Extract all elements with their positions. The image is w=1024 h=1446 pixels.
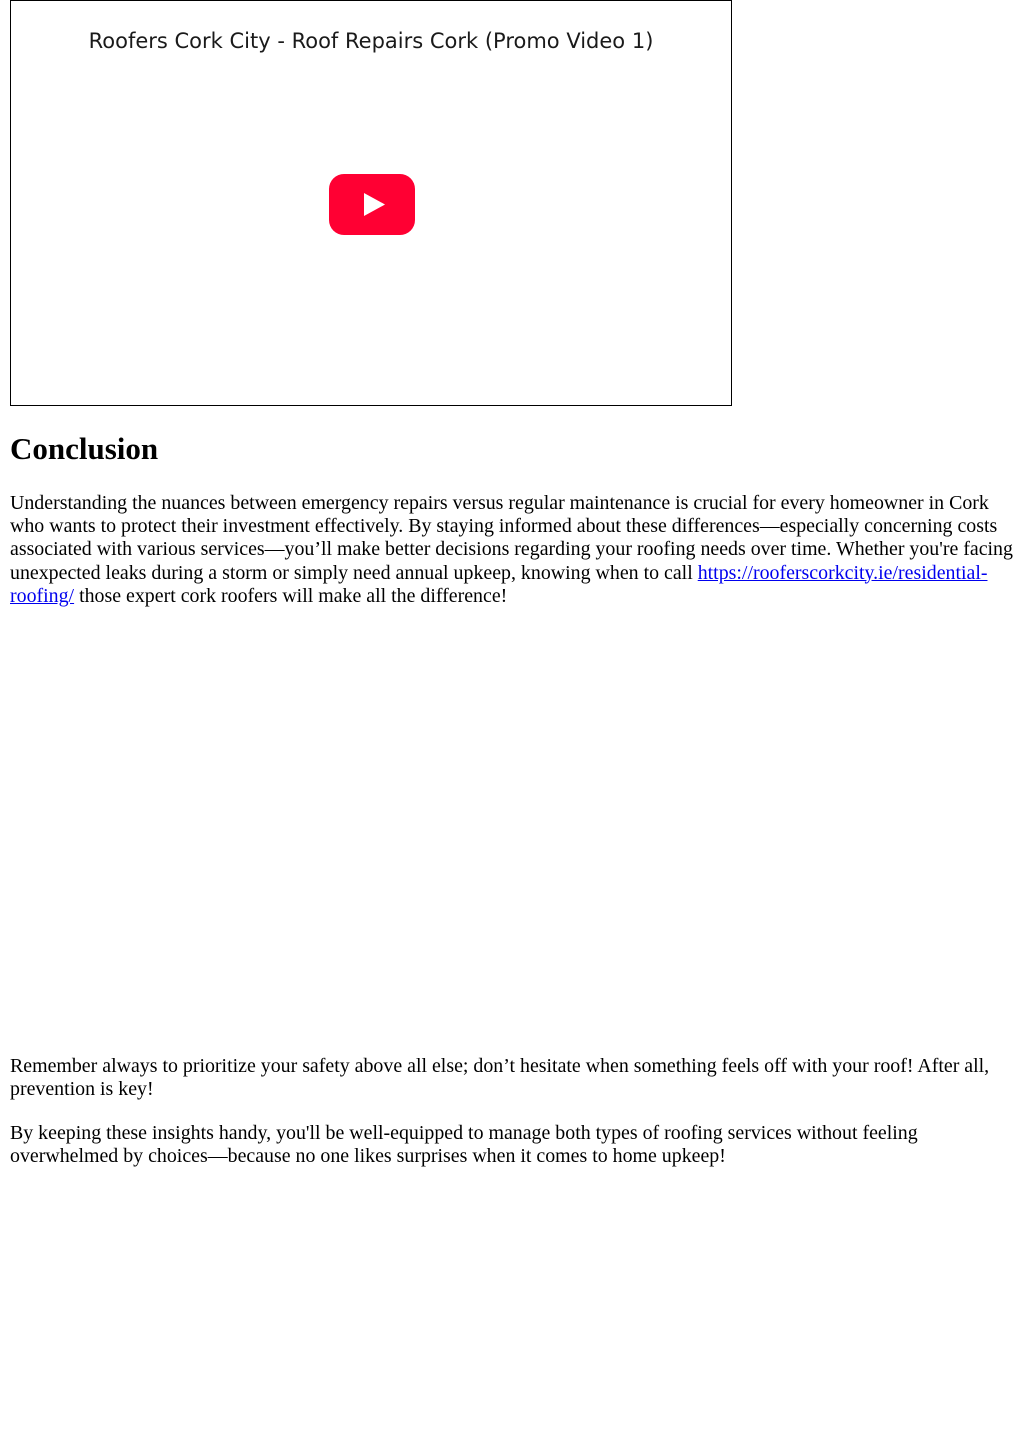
youtube-play-icon[interactable] (329, 174, 415, 235)
conclusion-paragraph-2: Remember always to prioritize your safety above all else; don’t hesitate when something feels off with your roof! After all, prevention is key! (10, 1055, 990, 1101)
video-title[interactable]: Roofers Cork City - Roof Repairs Cork (Promo Video 1) (88, 29, 654, 53)
conclusion-heading: Conclusion (10, 431, 159, 466)
conclusion-paragraph-1 (10, 492, 1014, 608)
paragraph-text: those expert cork roofers will make all the difference! (74, 584, 508, 607)
video-embed[interactable] (10, 0, 732, 406)
residential-roofing-link[interactable]: https://rooferscorkcity.ie/residential-roofing/ (10, 561, 988, 607)
paragraph-text: Understanding the nuances between emergency repairs versus regular maintenance is crucial for every homeowner in Cork who wants to protect their investment effectively. By staying informed about these differences—especially concerning costs associated with various services—you’ll make better decisions regarding your roofing needs over time. Whether you're facing unexpected leaks during a storm or simply need annual upkeep, knowing when to call (10, 492, 1013, 584)
conclusion-paragraph-3: By keeping these insights handy, you'll be well-equipped to manage both types of roofing services without feeling overwhelmed by choices—because no one likes surprises when it comes to home upkeep! (10, 1122, 918, 1168)
